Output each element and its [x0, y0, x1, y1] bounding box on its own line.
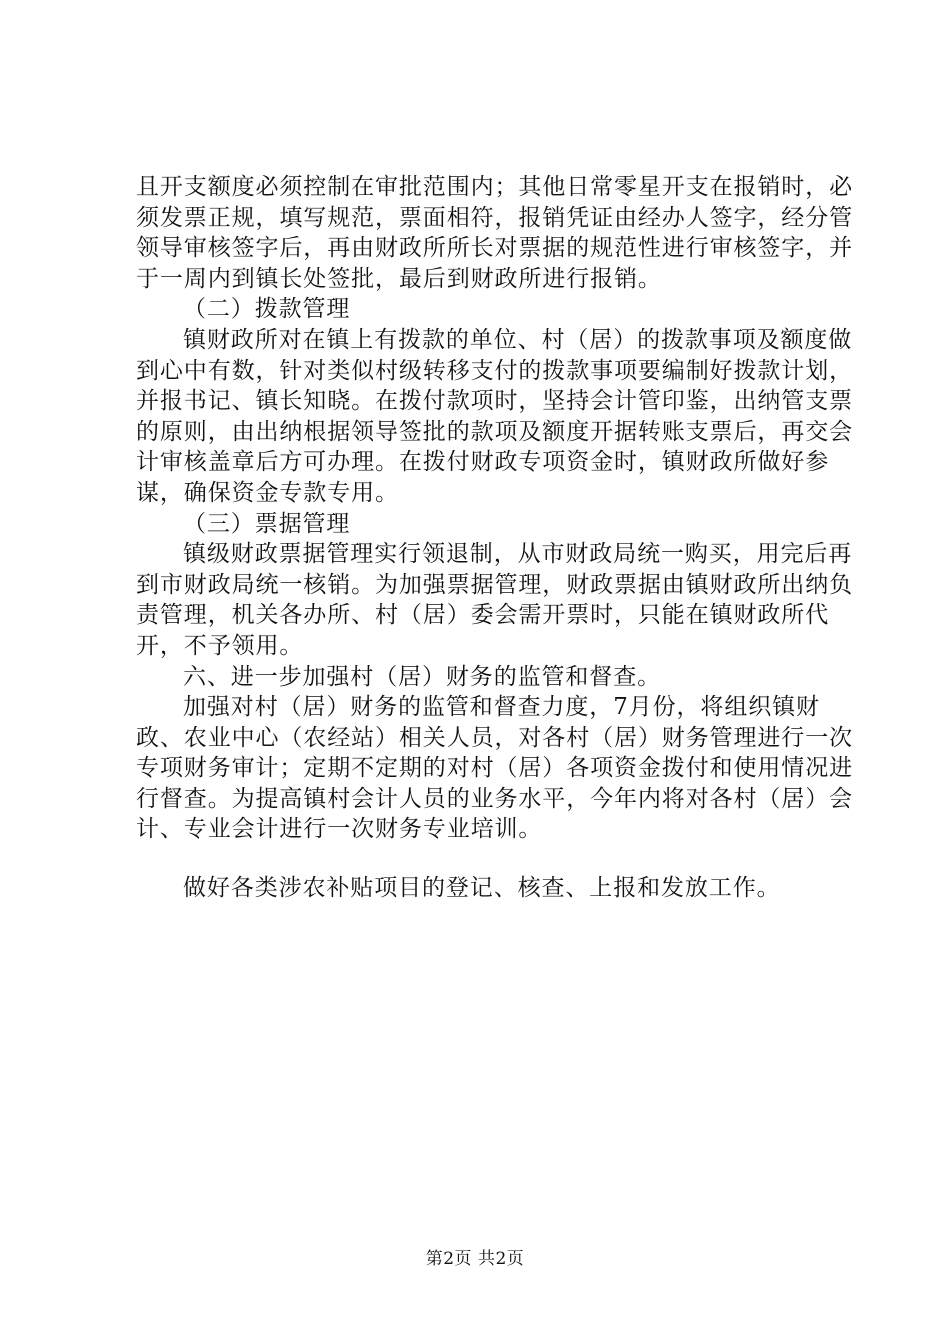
heading-village-finance-supervision: 六、进一步加强村（居）财务的监管和督查。 [183, 663, 661, 690]
page-number-footer: 第2页 共2页 [425, 1249, 525, 1269]
paragraph-appropriation-management: 镇财政所对在镇上有拨款的单位、村（居）的拨款事项及额度做到心中有数，针对类似村级转移支付的拨款事项要编制好拨款计划，并报书记、镇长知晓。在拨付款项时，坚持会计管印鉴，出纳管支票的原则，由出纳根据领导签批的款项及额度开据转账支票后，再交会计审核盖章后方可办理。在拨付财政专项资金时，镇财政所做好参谋，确保资金专款专用。 [136, 326, 853, 506]
paragraph-receipt-management: 镇级财政票据管理实行领退制，从市财政局统一购买，用完后再到市财政局统一核销。为加强票据管理，财政票据由镇财政所出纳负责管理，机关各办所、村（居）委会需开票时，只能在镇财政所代开，不予领用。 [136, 541, 853, 659]
document-body [136, 172, 866, 904]
paragraph-expense-approval: 且开支额度必须控制在审批范围内；其他日常零星开支在报销时，必须发票正规，填写规范，票面相符，报销凭证由经办人签字，经分管领导审核签字后，再由财政所所长对票据的规范性进行审核签字，并于一周内到镇长处签批，最后到财政所进行报销。 [136, 174, 853, 292]
heading-receipt-management: （三）票据管理 [183, 510, 351, 537]
paragraph-agricultural-subsidy: 做好各类涉农补贴项目的登记、核查、上报和发放工作。 [183, 875, 781, 902]
paragraph-village-finance-supervision: 加强对村（居）财务的监管和督查力度，7月份，将组织镇财政、农业中心（农经站）相关人员，对各村（居）财务管理进行一次专项财务审计；定期不定期的对村（居）各项资金拨付和使用情况进行督查。为提高镇村会计人员的业务水平，今年内将对各村（居）会计、专业会计进行一次财务专业培训。 [136, 694, 853, 843]
heading-appropriation-management: （二）拨款管理 [183, 296, 351, 323]
